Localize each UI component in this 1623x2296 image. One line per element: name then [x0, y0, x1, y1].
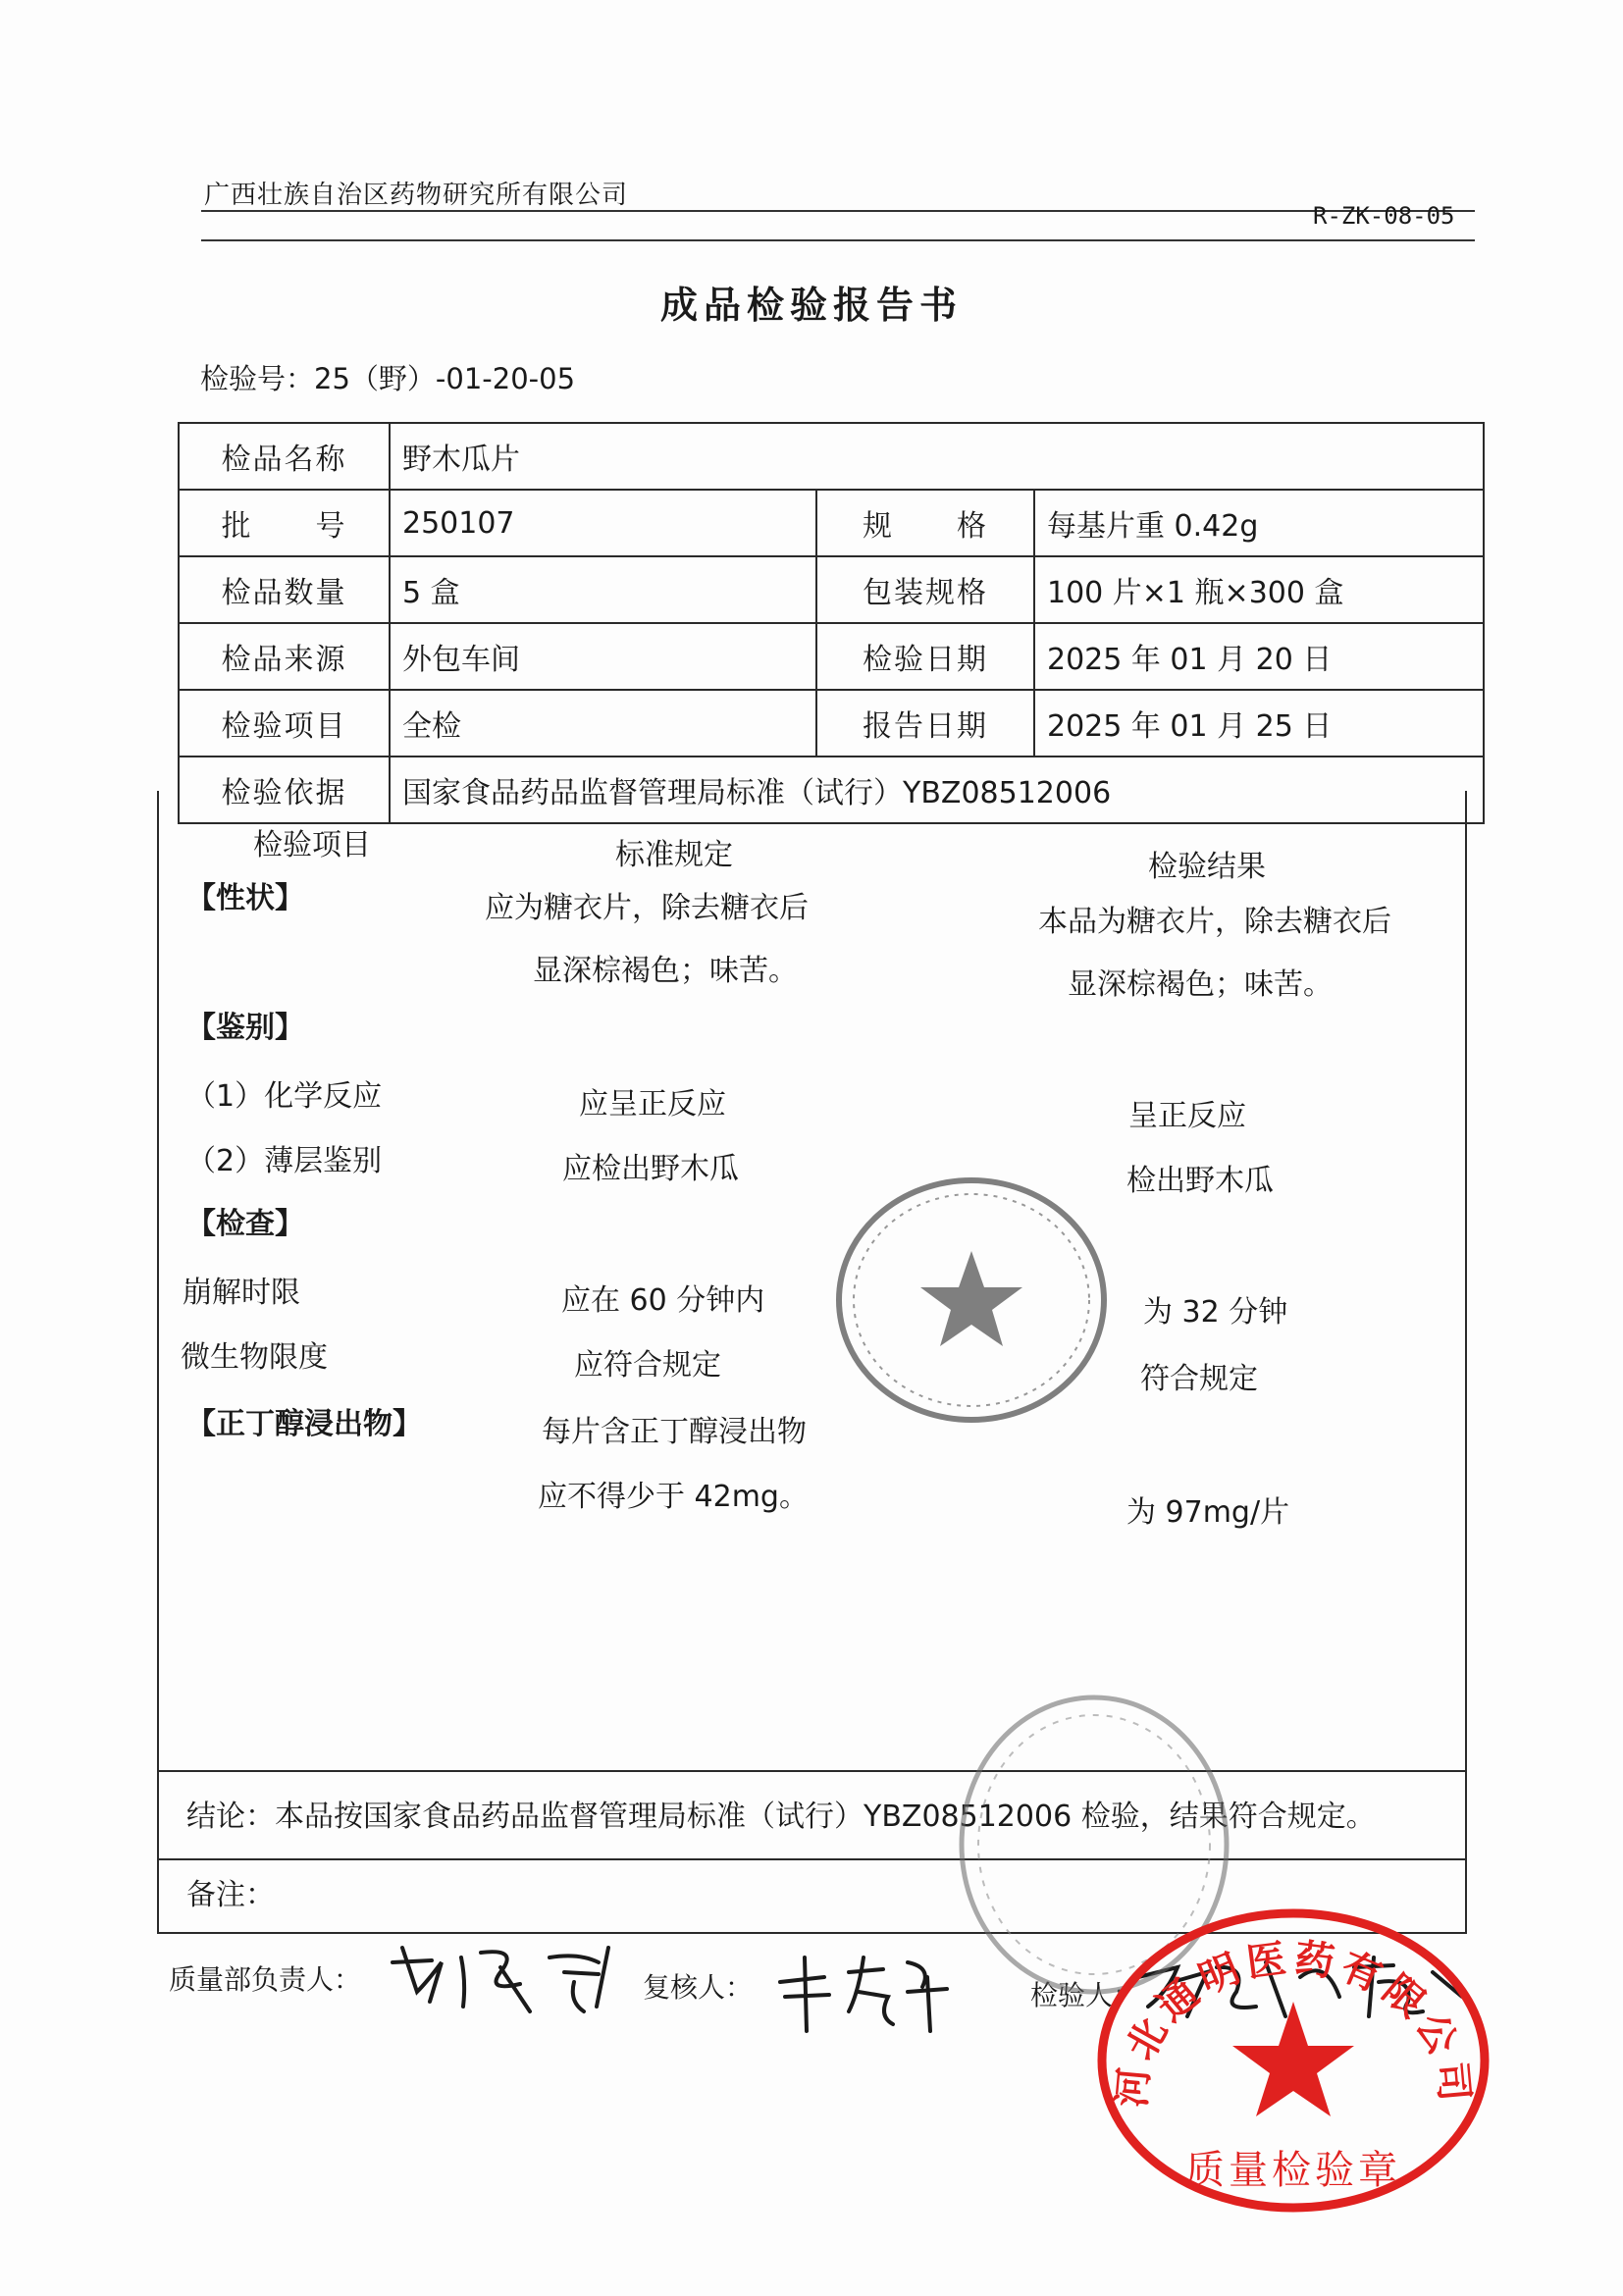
remark-divider [157, 1858, 1465, 1860]
seal-company-text: 河北通明医药有限公司 [1108, 1934, 1479, 2110]
report-title: 成品检验报告书 [659, 284, 963, 327]
conclusion-text: 结论：本品按国家食品药品监督管理局标准（试行）YBZ08512006 检验，结果符合规定。 [186, 1800, 1376, 1834]
company-name: 广西壮族自治区药物研究所有限公司 [204, 181, 629, 210]
inspection-number-value: 25（野）-01-20-05 [314, 362, 576, 395]
chem-reaction-label: （1）化学反应 [186, 1079, 383, 1114]
table-row [179, 490, 1484, 556]
identification-heading: 【鉴别】 [186, 1011, 304, 1045]
item-value: 全检 [390, 690, 816, 757]
reviewer-label: 复核人： [643, 1971, 754, 2004]
header-rule [201, 210, 1475, 212]
basis-value: 国家食品药品监督管理局标准（试行）YBZ08512006 [390, 757, 1484, 823]
remark-label: 备注： [186, 1878, 275, 1912]
table-row [179, 423, 1484, 490]
batch-number: 250107 [390, 490, 816, 556]
chem-reaction-result: 呈正反应 [1128, 1099, 1246, 1133]
microbial-label: 微生物限度 [181, 1340, 328, 1375]
source-label: 检品来源 [179, 623, 390, 690]
col-result-heading: 检验结果 [1148, 850, 1266, 884]
inspection-number-label: 检验号： [200, 362, 315, 395]
table-row [179, 623, 1484, 690]
table-row [179, 556, 1484, 623]
batch-label: 批 号 [179, 490, 390, 556]
check-heading: 【检查】 [186, 1207, 304, 1241]
tlc-standard: 应检出野木瓜 [562, 1152, 739, 1186]
spec-label: 规 格 [816, 490, 1034, 556]
character-result-2: 显深棕褐色；味苦。 [1068, 967, 1333, 1002]
conclusion-divider [157, 1770, 1465, 1772]
quantity-value: 5 盒 [390, 556, 816, 623]
character-standard-2: 显深棕褐色；味苦。 [533, 954, 798, 988]
package-value: 100 片×1 瓶×300 盒 [1034, 556, 1484, 623]
inspector-label: 检验人： [1030, 1979, 1141, 2011]
col-item-heading: 检验项目 [253, 828, 371, 862]
info-table [178, 422, 1485, 824]
extract-standard-2: 应不得少于 42mg。 [538, 1480, 809, 1514]
microbial-result: 符合规定 [1140, 1362, 1258, 1396]
reviewer-signature [765, 1938, 962, 2036]
qa-head-signature [373, 1923, 628, 2021]
qa-head-label: 质量部负责人： [169, 1963, 362, 1996]
microbial-standard: 应符合规定 [574, 1348, 721, 1383]
product-name: 野木瓜片 [390, 423, 1484, 490]
header-rule-2 [201, 239, 1475, 241]
item-label: 检验项目 [179, 690, 390, 757]
report-date-label: 报告日期 [816, 690, 1034, 757]
disintegration-result: 为 32 分钟 [1143, 1295, 1288, 1330]
character-standard-1: 应为糖衣片，除去糖衣后 [485, 891, 809, 925]
package-label: 包装规格 [816, 556, 1034, 623]
table-row [179, 690, 1484, 757]
extract-heading: 【正丁醇浸出物】 [186, 1407, 422, 1441]
disintegration-label: 崩解时限 [183, 1276, 300, 1310]
basis-label: 检验依据 [179, 757, 390, 823]
source-value: 外包车间 [390, 623, 816, 690]
extract-standard-1: 每片含正丁醇浸出物 [542, 1415, 807, 1449]
tlc-result: 检出野木瓜 [1126, 1164, 1274, 1198]
spec-value: 每基片重 0.42g [1034, 490, 1484, 556]
inspect-date-value: 2025 年 01 月 20 日 [1034, 623, 1484, 690]
institute-seal [829, 1168, 1114, 1433]
disintegration-standard: 应在 60 分钟内 [561, 1283, 765, 1318]
quantity-label: 检品数量 [179, 556, 390, 623]
document-code: R-ZK-08-05 [1313, 202, 1455, 230]
inspection-number [200, 357, 575, 397]
inspect-date-label: 检验日期 [816, 623, 1034, 690]
chem-reaction-standard: 应呈正反应 [579, 1087, 726, 1122]
character-heading: 【性状】 [186, 881, 304, 915]
report-date-value: 2025 年 01 月 25 日 [1034, 690, 1484, 757]
extract-result: 为 97mg/片 [1126, 1495, 1290, 1530]
character-result-1: 本品为糖衣片，除去糖衣后 [1038, 905, 1391, 939]
col-standard-heading: 标准规定 [615, 838, 733, 872]
tlc-label: （2）薄层鉴别 [186, 1144, 383, 1178]
seal-bottom-text: 质量检验章 [1185, 2148, 1401, 2193]
product-name-label: 检品名称 [179, 423, 390, 490]
quality-inspection-seal [1087, 1899, 1499, 2222]
